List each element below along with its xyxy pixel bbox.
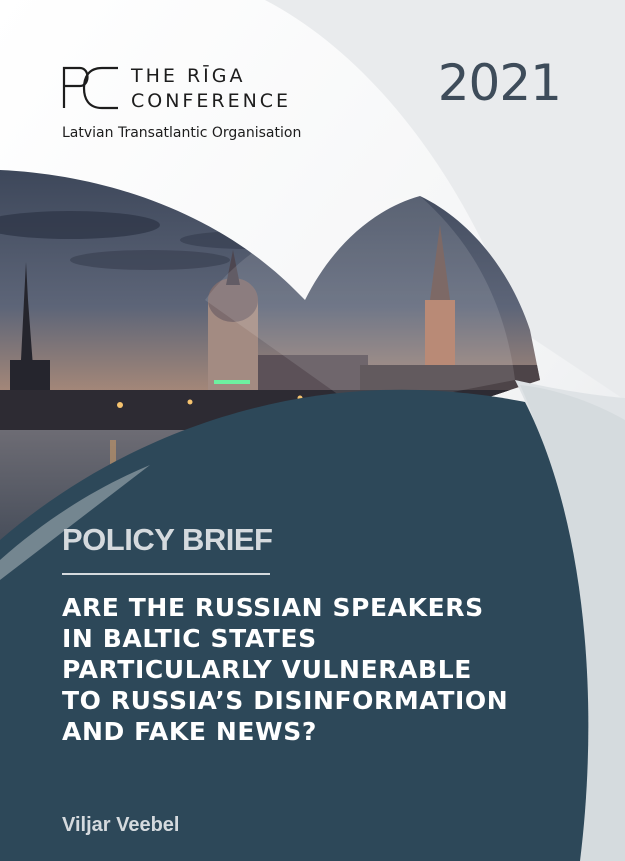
title-line-5: AND FAKE NEWS? — [62, 717, 317, 746]
author-name: Viljar Veebel — [62, 814, 180, 836]
publication-year: 2021 — [437, 54, 561, 112]
title-divider — [62, 573, 270, 575]
document-type-label: POLICY BRIEF — [62, 522, 273, 557]
organisation-name: Latvian Transatlantic Organisation — [62, 125, 302, 141]
logo-title-line2: CONFERENCE — [131, 90, 292, 112]
title-line-3: PARTICULARLY VULNERABLE — [62, 655, 472, 684]
title-line-4: TO RUSSIA’S DISINFORMATION — [62, 686, 509, 715]
title-line-2: IN BALTIC STATES — [62, 624, 317, 653]
logo-title-line1: THE RĪGA — [131, 65, 246, 87]
rc-monogram-logo-icon — [62, 66, 120, 110]
title-line-1: ARE THE RUSSIAN SPEAKERS — [62, 593, 484, 622]
document-title — [62, 592, 582, 747]
